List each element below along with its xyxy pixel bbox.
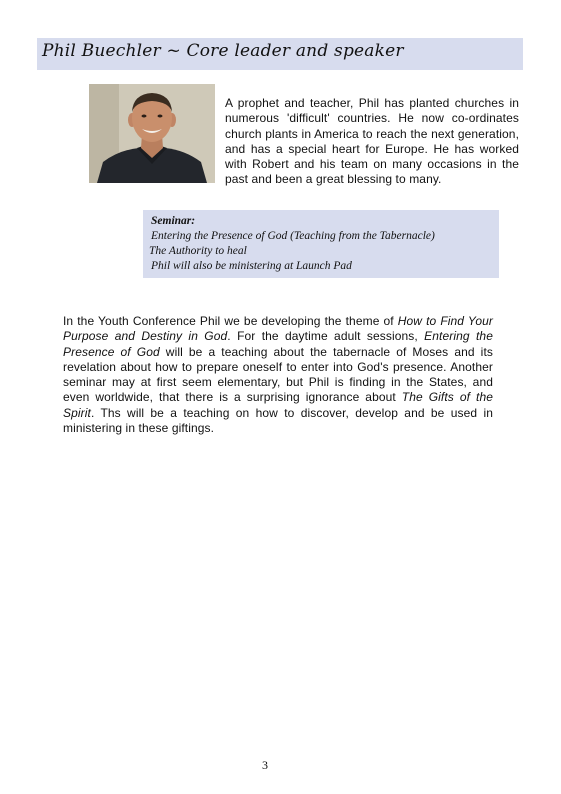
page-title: Phil Buechler ~ Core leader and speaker <box>42 41 404 61</box>
body-text-segment: In the Youth Conference Phil we be developing the theme of <box>63 314 398 328</box>
speaker-bio: A prophet and teacher, Phil has planted churches in numerous 'difficult' countries. He now co-ordinates church plants in America to reach the next generation, and has a special heart for Europe. He has worked with Robert and his team on many occasions in the past and been a great blessing to many. <box>225 96 519 187</box>
body-text-segment: will be a teaching about the tabernacle of Moses and its revelation about how to prepare oneself to enter into God's presence. Another seminar may at first seem elementary, but Phil is finding in the States, and even worldwide, that there is a surprising ignorance about <box>63 344 493 405</box>
seminar-item: Phil will also be ministering at Launch Pad <box>151 260 352 272</box>
seminar-item: The Authority to heal <box>149 245 247 257</box>
speaker-photo <box>89 84 215 183</box>
gifts-title: The Gifts of the Spirit <box>63 390 494 420</box>
title-bar <box>37 38 523 70</box>
body-paragraph <box>63 314 493 436</box>
seminar-heading: Seminar: <box>151 215 196 227</box>
seminar-box <box>143 210 499 278</box>
seminar-title: Entering the Presence of God <box>63 329 493 359</box>
page-number: 3 <box>262 758 268 772</box>
body-text-segment: . For the daytime adult sessions, <box>227 329 425 344</box>
seminar-item: Entering the Presence of God (Teaching from the Tabernacle) <box>151 230 435 242</box>
body-text-segment: . Ths will be a teaching on how to discover, develop and be used in ministering in these giftings. <box>63 405 493 436</box>
portrait-image <box>89 84 215 183</box>
youth-theme-title: How to Find Your Purpose and Destiny in God <box>63 314 493 344</box>
